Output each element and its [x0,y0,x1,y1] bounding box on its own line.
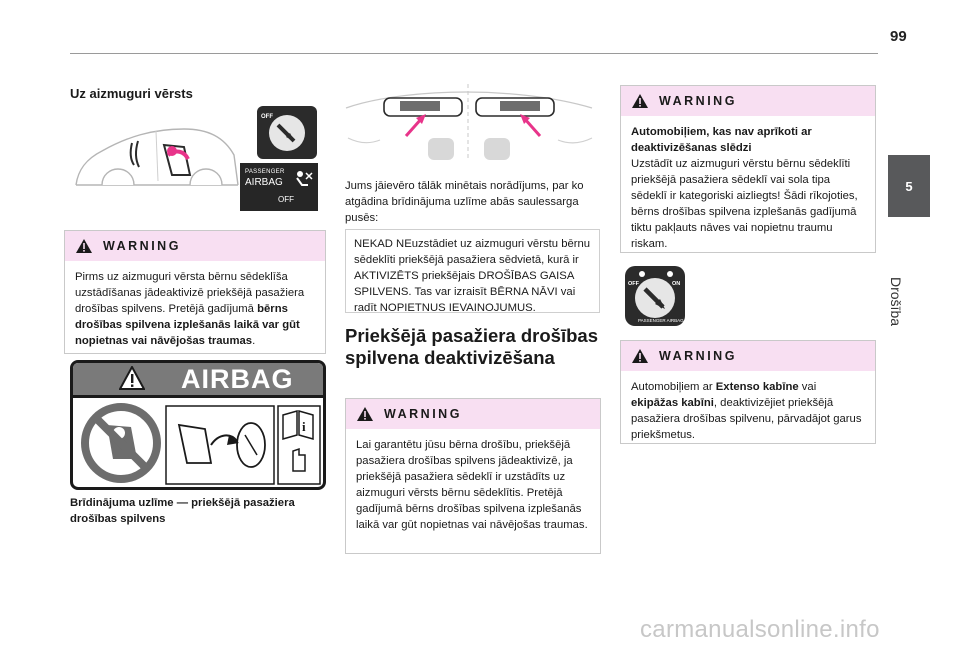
airbag-deactivation-switch[interactable] [624,265,686,327]
warning-box-rear-facing [64,230,326,354]
warning-header [621,86,875,116]
warning-triangle-icon [631,93,649,109]
warning-text-bold: bērns drošības spilvena izplešanās laikā var gūt nopietnas vai nāvējošas traumas [75,303,300,347]
warning-box-long-objects [620,340,876,444]
airbag-person-icon [292,169,314,191]
warning-triangle-icon [75,238,93,254]
warning-box-deactivation [345,398,601,554]
switch-off-text: OFF [628,281,639,287]
no-child-seat-icon [79,401,163,485]
label-warning-triangle-icon [119,366,145,390]
warning-header [65,231,325,261]
warning-triangle-icon [631,348,649,364]
airbag-switch-icon [256,105,318,160]
warning-title: WARNING [103,239,181,253]
header-rule [70,53,878,54]
label-divider [73,395,323,398]
warning-text-part: vai [798,381,817,393]
warning-text: Lai garantētu jūsu bērna drošību, priekšējā pasažiera drošības spilvens jādeaktivizē, ja priekšējā pasažiera sēdeklī ir uzstādīts uz aizmuguri vērsts bērnu sēdeklītis. Pretējā gadījumā bērns drošības spilvena izplešanās laikā var gūt nopietnas vai nāvējošas traumas. [356,439,588,531]
warning-header [621,341,875,371]
warning-title: WARNING [659,349,737,363]
indicator-airbag-text: AIRBAG [245,177,283,188]
warning-text-end: . [252,335,256,347]
warning-text-bold: ekipāžas kabīni [631,397,714,409]
chapter-tab[interactable]: 5 [888,155,930,217]
warning-triangle-icon [356,406,374,422]
col1-heading: Uz aizmuguri vērsts [70,86,193,101]
airbag-warning-label [70,360,326,490]
label-caption: Brīdinājuma uzlīme — priekšējā pasažiera drošības spilvens [70,497,295,525]
sun-visor-intro: Jums jāievēro tālāk minētais norādījums, par ko atgādina brīdinājuma uzlīme abās saulessarga pusēs: [345,180,584,224]
rear-facing-seat-illustration [72,115,240,205]
warning-title: WARNING [659,94,737,108]
svg-text:i: i [302,419,306,434]
warning-text-plain: Uzstādīt uz aizmuguri vērstu bērnu sēdeklīti priekšējā pasažiera sēdeklī vai sola tipa sēdeklī ir kategoriski aizliegts! Šādi rīkojoties, bērns drošības spilvena izplešanās gadījumā tiktu pakļauts nāves vai nopietnu traumu riskam. [631,158,858,250]
warning-title: WARNING [384,407,462,421]
warning-text-bold: Extenso kabīne [715,381,799,393]
sun-visor-label-illustration [340,78,602,168]
section-title-deactivation: Priekšējā pasažiera drošības spilvena deaktivizēšana [345,325,598,368]
chapter-title [888,225,930,327]
warning-box-no-switch [620,85,876,253]
label-airbag-text: AIRBAG [181,364,294,394]
warning-text-bold: Automobiļiem, kas nav aprīkoti ar deaktivizēšanas slēdzi [631,126,812,154]
warning-text-plain: Pirms uz aizmuguri vērsta bērnu sēdeklīša uzstādīšanas jādeaktivizē priekšējā pasažiera drošības spilvens. Pretējā gadījumā [75,271,305,315]
switch-ring-text: PASSENGER AIRBAG [638,318,684,323]
watermark: carmanualsonline.info [640,616,880,643]
switch-off-label: OFF [261,114,273,120]
read-manual-icon [277,405,321,485]
indicator-passenger-text: PASSENGER [245,169,285,175]
indicator-off-text: OFF [278,195,294,204]
warning-text-part: , deaktivizējiet priekšējā pasažiera drošības spilvenu, pārvadājot garus priekšmetus. [631,397,862,441]
warning-header [346,399,600,429]
warning-text [621,371,875,451]
page-number: 99 [890,28,907,45]
chapter-title-text: Drošība [888,277,904,327]
warning-text-part: Automobiļiem ar [631,381,716,393]
warning-text [65,261,325,357]
switch-on-text: ON [672,281,681,287]
never-install-note: NEKAD NEuzstādiet uz aizmuguri vērstu bērnu sēdeklīti priekšējā pasažiera sēdvietā, kurā ir AKTIVIZĒTS priekšējais DROŠĪBAS GAISA SPILVENS. Tas var izraisīt BĒRNA NĀVI vai radīt NOPIETNUS IEVAINOJUMUS. [345,229,600,313]
warning-text [621,116,875,260]
passenger-airbag-off-indicator [240,163,318,211]
seat-airbag-deploy-icon [165,405,275,485]
